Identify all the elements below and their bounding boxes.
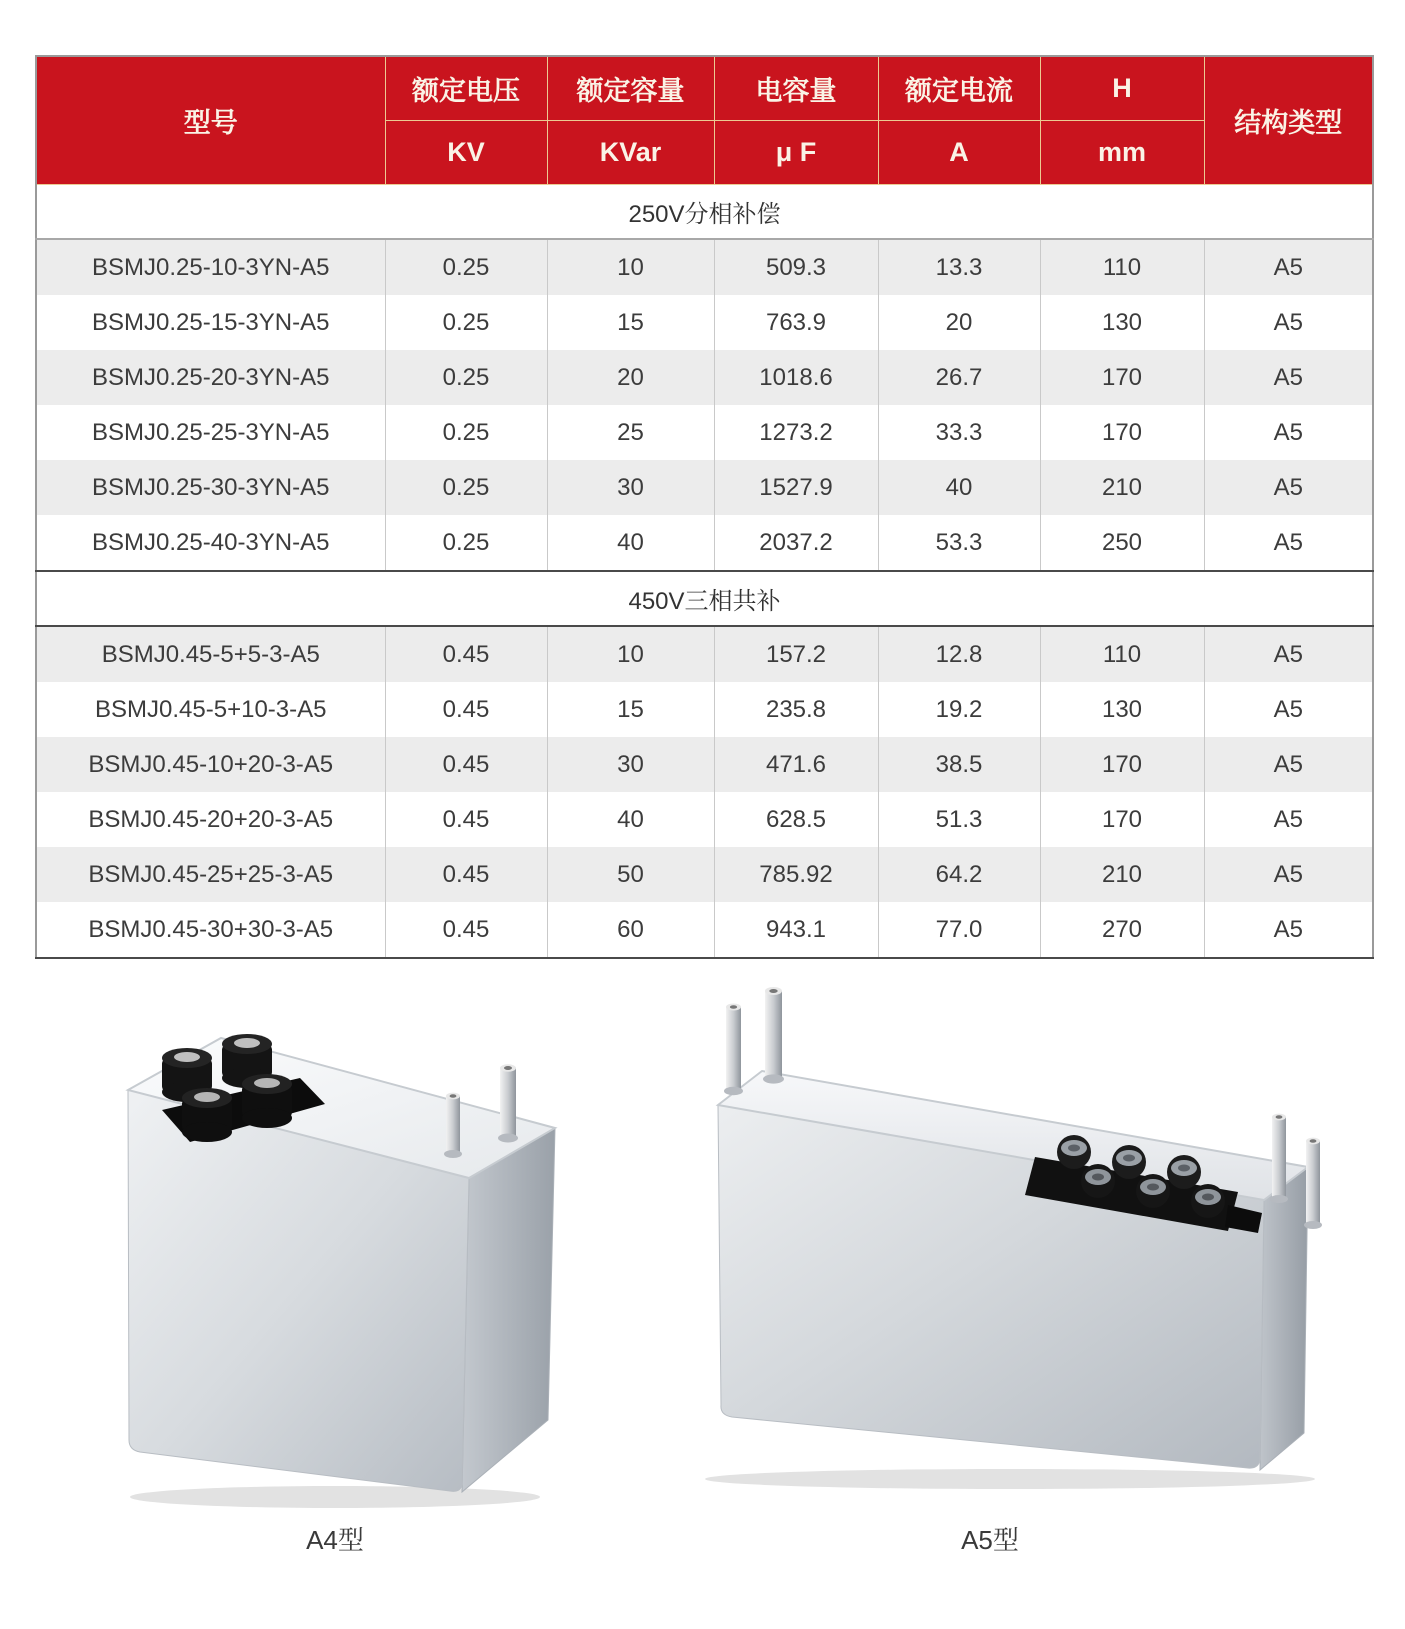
cell-value: 943.1	[714, 902, 878, 958]
cell-value: 40	[547, 792, 714, 847]
cell-value: 1273.2	[714, 405, 878, 460]
cell-value: 26.7	[878, 350, 1040, 405]
header-height: H	[1040, 56, 1204, 121]
cell-value: 763.9	[714, 295, 878, 350]
cell-value: 60	[547, 902, 714, 958]
cell-model: BSMJ0.25-40-3YN-A5	[36, 515, 385, 571]
unit-kvar: KVar	[547, 121, 714, 185]
table-row	[36, 792, 1373, 847]
table-row	[36, 460, 1373, 515]
table-row	[36, 515, 1373, 571]
cell-value: A5	[1204, 847, 1373, 902]
cell-value: 15	[547, 682, 714, 737]
cell-value: A5	[1204, 515, 1373, 571]
cell-model: BSMJ0.25-25-3YN-A5	[36, 405, 385, 460]
cell-value: A5	[1204, 626, 1373, 682]
capacitor-a5-image	[650, 965, 1360, 1495]
table-row	[36, 626, 1373, 682]
section-250v	[36, 185, 1373, 572]
cell-value: 50	[547, 847, 714, 902]
cell-value: 0.25	[385, 239, 547, 295]
cell-value: 10	[547, 626, 714, 682]
figure-caption: A4型	[306, 1525, 364, 1555]
cell-value: 0.45	[385, 902, 547, 958]
cell-value: A5	[1204, 460, 1373, 515]
cell-value: A5	[1204, 737, 1373, 792]
table-row	[36, 239, 1373, 295]
cell-value: 10	[547, 239, 714, 295]
cell-model: BSMJ0.25-30-3YN-A5	[36, 460, 385, 515]
cell-value: 25	[547, 405, 714, 460]
cell-value: 53.3	[878, 515, 1040, 571]
cell-value: 0.45	[385, 792, 547, 847]
cell-value: A5	[1204, 239, 1373, 295]
cell-model: BSMJ0.25-20-3YN-A5	[36, 350, 385, 405]
unit-mm: mm	[1040, 121, 1204, 185]
cell-value: 130	[1040, 682, 1204, 737]
cell-value: 15	[547, 295, 714, 350]
cell-model: BSMJ0.45-5+5-3-A5	[36, 626, 385, 682]
cell-value: 0.45	[385, 737, 547, 792]
a5-shadow	[705, 1469, 1315, 1489]
cell-value: A5	[1204, 350, 1373, 405]
cell-value: 0.25	[385, 405, 547, 460]
cell-value: 0.45	[385, 626, 547, 682]
header-rated-current: 额定电流	[878, 56, 1040, 121]
cell-value: 110	[1040, 626, 1204, 682]
a5-right-face	[1260, 1167, 1308, 1470]
section-title: 250V分相补偿	[36, 185, 1373, 240]
section-title: 450V三相共补	[36, 571, 1373, 626]
cell-value: A5	[1204, 682, 1373, 737]
cell-value: 157.2	[714, 626, 878, 682]
cell-value: 785.92	[714, 847, 878, 902]
cell-value: 170	[1040, 792, 1204, 847]
cell-value: A5	[1204, 295, 1373, 350]
cell-model: BSMJ0.25-15-3YN-A5	[36, 295, 385, 350]
cell-value: A5	[1204, 405, 1373, 460]
header-model: 型号	[36, 56, 385, 185]
cell-value: 33.3	[878, 405, 1040, 460]
cell-value: 130	[1040, 295, 1204, 350]
cell-value: 38.5	[878, 737, 1040, 792]
cell-value: 30	[547, 737, 714, 792]
cell-value: 20	[547, 350, 714, 405]
cell-model: BSMJ0.45-30+30-3-A5	[36, 902, 385, 958]
cell-value: 40	[547, 515, 714, 571]
header-rated-voltage: 额定电压	[385, 56, 547, 121]
table-header	[36, 56, 1373, 185]
cell-value: 110	[1040, 239, 1204, 295]
cell-value: 1018.6	[714, 350, 878, 405]
section-450v	[36, 571, 1373, 958]
cell-value: 235.8	[714, 682, 878, 737]
cell-value: 509.3	[714, 239, 878, 295]
capacitor-a4-drawing	[100, 1000, 570, 1512]
cell-value: 0.25	[385, 295, 547, 350]
cell-value: 0.25	[385, 515, 547, 571]
cell-value: 20	[878, 295, 1040, 350]
cell-value: A5	[1204, 792, 1373, 847]
header-structure-type: 结构类型	[1204, 56, 1373, 185]
cell-value: 19.2	[878, 682, 1040, 737]
cell-value: 2037.2	[714, 515, 878, 571]
cell-value: 13.3	[878, 239, 1040, 295]
table-row	[36, 682, 1373, 737]
unit-a: A	[878, 121, 1040, 185]
table-row	[36, 902, 1373, 958]
cell-model: BSMJ0.45-20+20-3-A5	[36, 792, 385, 847]
cell-value: 1527.9	[714, 460, 878, 515]
spec-table	[35, 55, 1374, 959]
capacitor-a5-drawing	[650, 965, 1360, 1495]
cell-value: 210	[1040, 460, 1204, 515]
cell-model: BSMJ0.25-10-3YN-A5	[36, 239, 385, 295]
cell-value: 40	[878, 460, 1040, 515]
cell-value: 0.45	[385, 847, 547, 902]
cell-value: 0.45	[385, 682, 547, 737]
unit-kv: KV	[385, 121, 547, 185]
cell-value: 51.3	[878, 792, 1040, 847]
cell-value: 628.5	[714, 792, 878, 847]
cell-model: BSMJ0.45-25+25-3-A5	[36, 847, 385, 902]
cell-value: 77.0	[878, 902, 1040, 958]
table-row	[36, 737, 1373, 792]
cell-value: 30	[547, 460, 714, 515]
header-capacitance: 电容量	[714, 56, 878, 121]
cell-value: 170	[1040, 350, 1204, 405]
cell-value: 0.25	[385, 350, 547, 405]
cell-value: 64.2	[878, 847, 1040, 902]
table-row	[36, 405, 1373, 460]
section-row	[36, 185, 1373, 240]
header-rated-capacity: 额定容量	[547, 56, 714, 121]
table-row	[36, 295, 1373, 350]
cell-value: 471.6	[714, 737, 878, 792]
cell-value: A5	[1204, 902, 1373, 958]
a4-shadow	[130, 1486, 540, 1508]
cell-value: 170	[1040, 737, 1204, 792]
cell-model: BSMJ0.45-5+10-3-A5	[36, 682, 385, 737]
cell-value: 0.25	[385, 460, 547, 515]
cell-value: 210	[1040, 847, 1204, 902]
figure-caption: A5型	[961, 1525, 1019, 1555]
unit-uf: μ F	[714, 121, 878, 185]
cell-value: 250	[1040, 515, 1204, 571]
cell-value: 170	[1040, 405, 1204, 460]
capacitor-a4-image	[100, 1000, 570, 1512]
table-row	[36, 350, 1373, 405]
table-row	[36, 847, 1373, 902]
section-row	[36, 571, 1373, 626]
cell-model: BSMJ0.45-10+20-3-A5	[36, 737, 385, 792]
cell-value: 12.8	[878, 626, 1040, 682]
cell-value: 270	[1040, 902, 1204, 958]
a4-right-face	[462, 1128, 555, 1492]
